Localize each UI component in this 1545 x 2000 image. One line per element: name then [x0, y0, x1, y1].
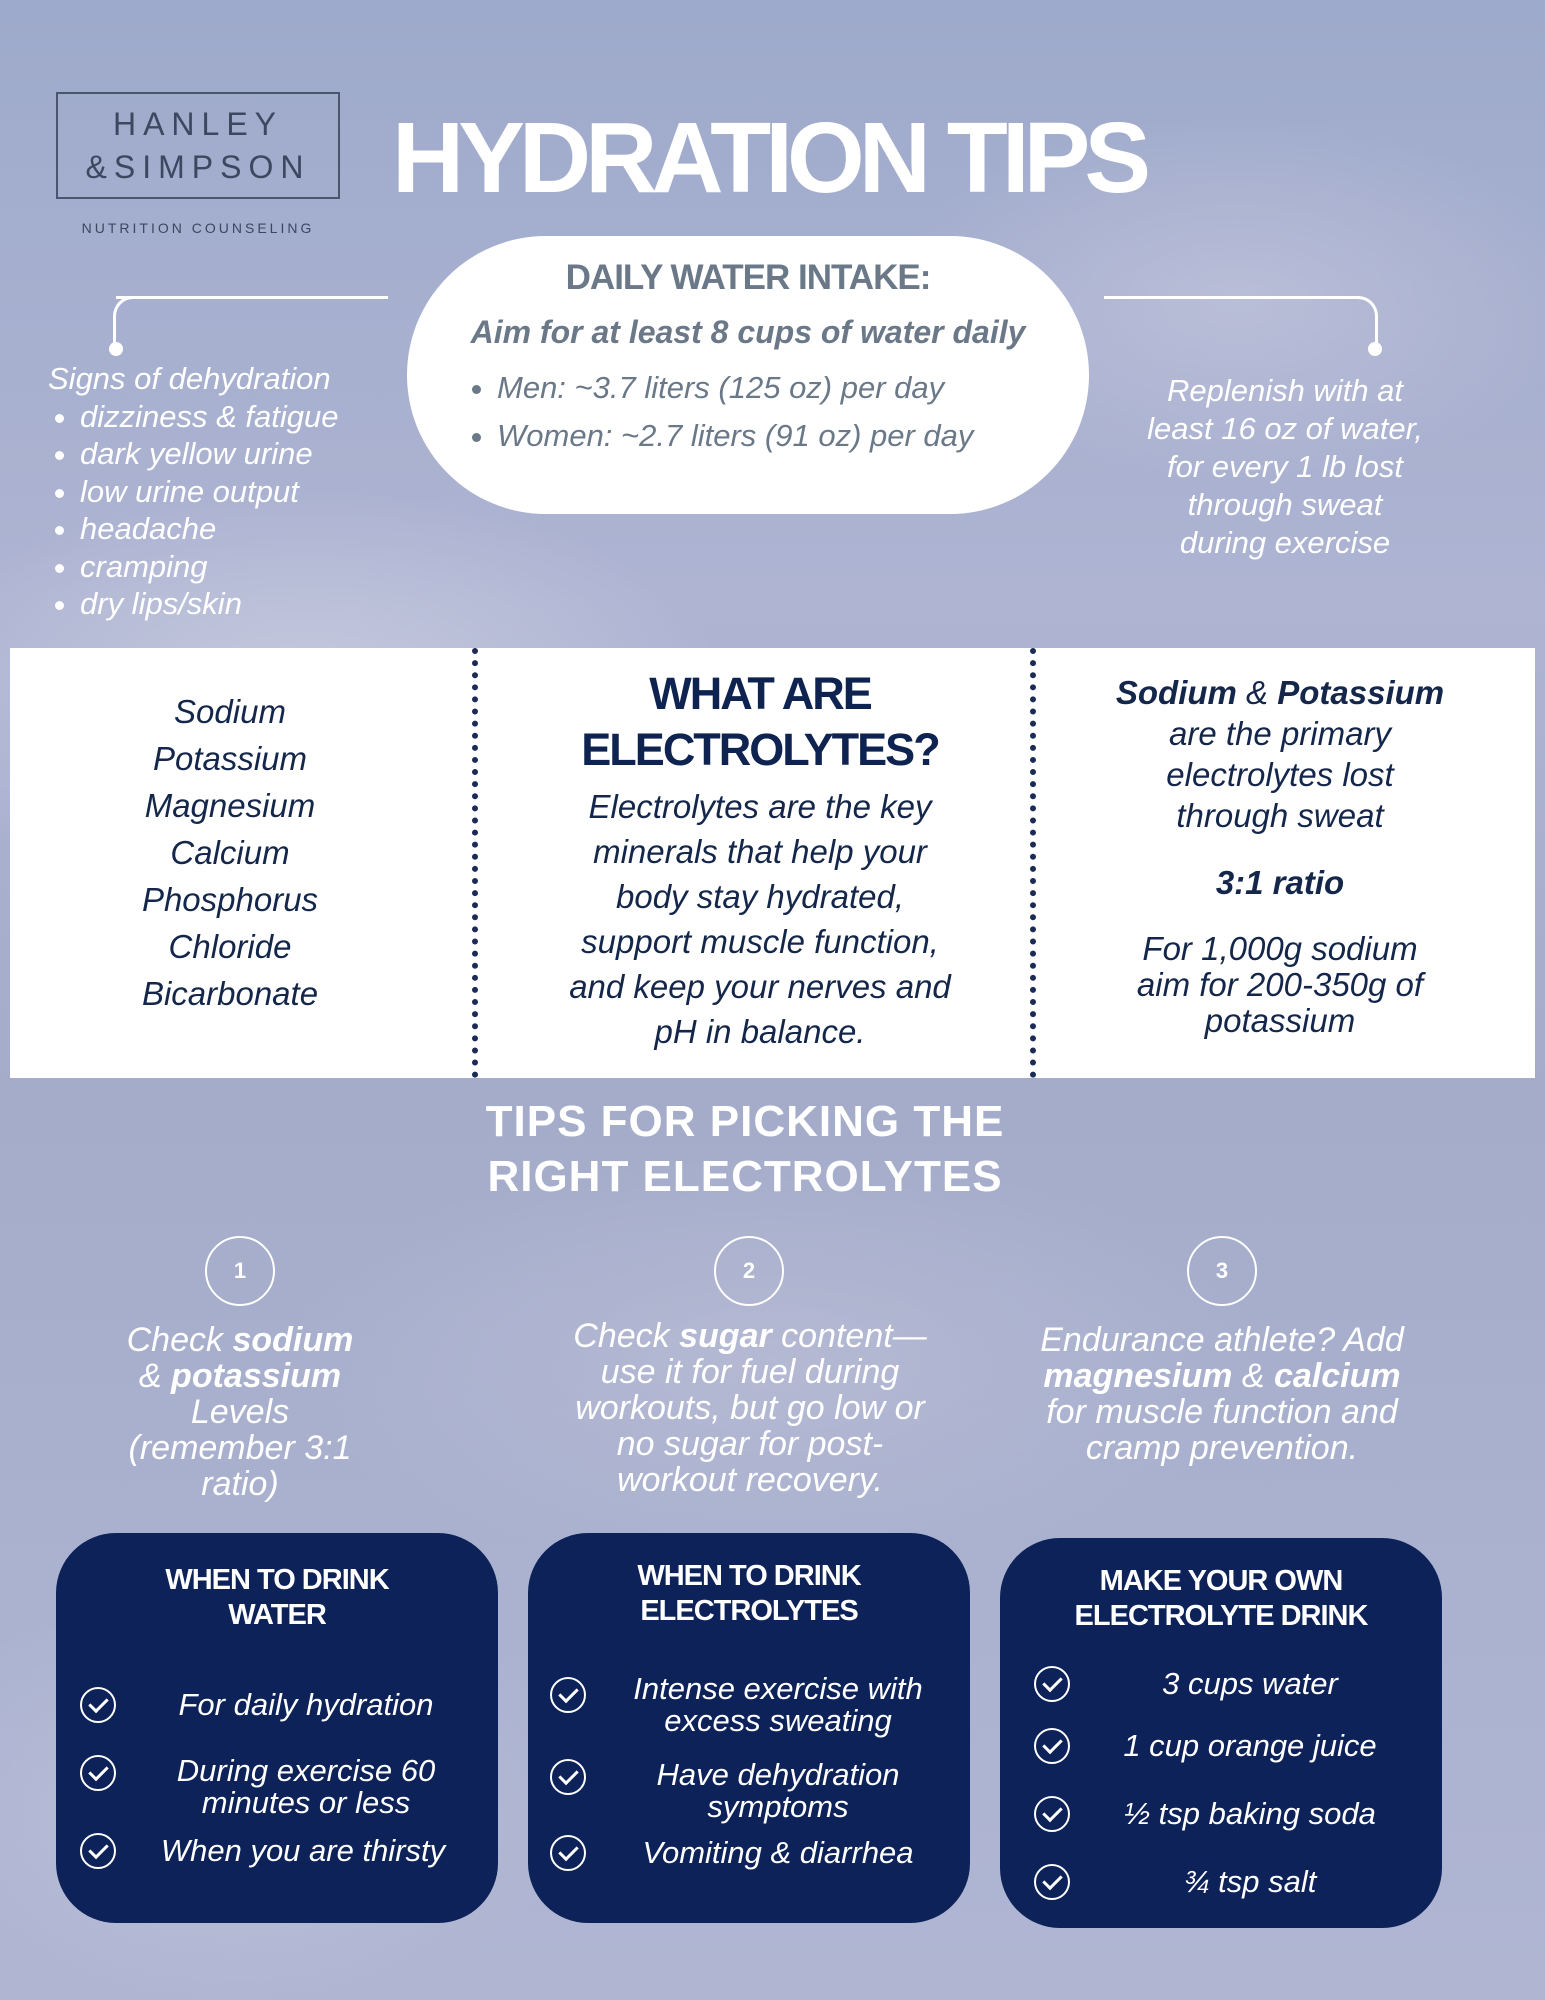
what-are-electrolytes — [490, 666, 1030, 1054]
tip-bold: magnesium — [1043, 1357, 1233, 1395]
card-item: Vomiting & diarrhea — [642, 1835, 914, 1870]
card-when-electrolytes — [528, 1533, 970, 1923]
dehydration-signs — [48, 360, 338, 623]
tip-text: Check — [573, 1317, 670, 1355]
tips-title-line-1: TIPS FOR PICKING THE — [485, 1097, 1005, 1146]
checkmark-icon — [550, 1677, 586, 1713]
tip-3 — [992, 1322, 1452, 1466]
tip-text: workouts, but go low or — [575, 1389, 925, 1427]
checkmark-icon — [80, 1755, 116, 1791]
tip-text: & — [1241, 1357, 1265, 1395]
electrolyte-item: Phosphorus — [141, 881, 319, 918]
card-item-line: During exercise 60 — [176, 1753, 436, 1788]
checkmark-icon — [1034, 1864, 1070, 1900]
recipe-item: ¾ tsp salt — [1183, 1864, 1317, 1899]
sign-item: • cramping — [80, 548, 338, 586]
tip-text: cramp prevention. — [1085, 1429, 1359, 1467]
tip-text: (remember 3:1 — [128, 1429, 352, 1467]
tip-bold: sodium — [232, 1321, 354, 1359]
card-title-line: WATER — [228, 1599, 326, 1631]
what-body-line: Electrolytes are the key — [588, 788, 932, 825]
right-connector-dot — [1368, 342, 1382, 356]
dotted-divider — [472, 648, 478, 1078]
card-item-line: Intense exercise with — [633, 1671, 923, 1706]
tip-text: ratio) — [201, 1465, 279, 1503]
ratio-line: For 1,000g sodium — [1142, 930, 1418, 967]
electrolyte-item: Bicarbonate — [141, 975, 319, 1012]
sign-item: • dizziness & fatigue — [80, 398, 338, 436]
card-title — [1000, 1564, 1442, 1634]
recipe-item: 3 cups water — [1162, 1666, 1338, 1701]
card-title-line: ELECTROLYTE DRINK — [1074, 1600, 1368, 1632]
what-body-line: minerals that help your — [593, 833, 927, 870]
replenish-line: least 16 oz of water, — [1147, 411, 1423, 446]
checkmark-icon — [80, 1833, 116, 1869]
card-item — [126, 1755, 486, 1819]
page-title: HYDRATION TIPS — [392, 102, 1146, 214]
card-item-line: excess sweating — [664, 1703, 892, 1738]
tips-title-line-2: RIGHT ELECTROLYTES — [487, 1152, 1003, 1201]
tip-bold: sugar — [679, 1317, 772, 1355]
tip-text: Endurance athlete? Add — [1040, 1321, 1404, 1359]
what-body-line: and keep your nerves and — [569, 968, 951, 1005]
what-body-line: pH in balance. — [654, 1013, 866, 1050]
what-body — [490, 784, 1030, 1054]
dotted-divider — [1030, 648, 1036, 1078]
card-item — [598, 1759, 958, 1823]
sodium-potassium-info — [1050, 672, 1510, 1039]
tip-2 — [530, 1318, 970, 1498]
replenish-line: Replenish with at — [1166, 373, 1404, 408]
intake-title: DAILY WATER INTAKE: — [565, 258, 931, 297]
checkmark-icon — [80, 1687, 116, 1723]
replenish-note — [1110, 372, 1460, 562]
card-title-line: MAKE YOUR OWN — [1099, 1565, 1343, 1597]
card-title-line: WHEN TO DRINK — [637, 1560, 861, 1592]
tip-bold: calcium — [1273, 1357, 1401, 1395]
intake-aim: Aim for at least 8 cups of water daily — [470, 314, 1026, 350]
tip-text: workout recovery. — [617, 1461, 883, 1499]
card-title-line: WHEN TO DRINK — [165, 1564, 389, 1596]
sign-item: • dry lips/skin — [80, 585, 338, 623]
primary-line: through sweat — [1176, 797, 1384, 834]
step-number-1: 1 — [205, 1236, 275, 1306]
step-number-3: 3 — [1187, 1236, 1257, 1306]
card-item-line: symptoms — [707, 1789, 849, 1824]
sign-item: • headache — [80, 510, 338, 548]
primary-line: electrolytes lost — [1166, 756, 1394, 793]
tip-text: Check — [126, 1321, 223, 1359]
checkmark-icon — [1034, 1728, 1070, 1764]
tip-text: for muscle function and — [1046, 1393, 1398, 1431]
signs-heading: Signs of dehydration — [48, 361, 331, 396]
tip-text: no sugar for post- — [616, 1425, 884, 1463]
electrolyte-list — [60, 688, 400, 1017]
what-title-line-2: ELECTROLYTES? — [581, 724, 939, 775]
card-when-water — [56, 1533, 498, 1923]
electrolyte-item: Sodium — [174, 693, 286, 730]
replenish-line: for every 1 lb lost — [1166, 449, 1404, 484]
checkmark-icon — [550, 1759, 586, 1795]
what-title-line-1: WHAT ARE — [649, 668, 871, 719]
electrolyte-item: Magnesium — [144, 787, 316, 824]
ratio-line: potassium — [1204, 1002, 1356, 1039]
electrolytes-band — [10, 648, 1535, 1078]
step-number-2: 2 — [714, 1236, 784, 1306]
primary-sodium: Sodium — [1115, 674, 1237, 711]
card-item-line: minutes or less — [201, 1785, 411, 1820]
electrolyte-item: Chloride — [168, 928, 292, 965]
signs-list — [48, 398, 338, 623]
electrolyte-item: Potassium — [152, 740, 308, 777]
primary-potassium: Potassium — [1277, 674, 1445, 711]
checkmark-icon — [550, 1835, 586, 1871]
card-make-your-own — [1000, 1538, 1442, 1928]
checkmark-icon — [1034, 1666, 1070, 1702]
card-title — [528, 1559, 970, 1629]
sign-item: • low urine output — [80, 473, 338, 511]
what-body-line: support muscle function, — [581, 923, 939, 960]
logo-subtitle: NUTRITION COUNSELING — [81, 220, 315, 236]
recipe-item: ½ tsp baking soda — [1124, 1796, 1376, 1831]
sign-item: • dark yellow urine — [80, 435, 338, 473]
card-item: When you are thirsty — [160, 1833, 446, 1868]
ratio-line: aim for 200-350g of — [1136, 966, 1424, 1003]
recipe-item: 1 cup orange juice — [1123, 1728, 1377, 1763]
tip-text: Levels — [190, 1393, 290, 1431]
logo-line-hanley: HANLEY — [112, 106, 284, 142]
brand-logo — [56, 92, 340, 199]
left-connector-line — [116, 296, 388, 299]
primary-line: are the primary — [1169, 715, 1391, 752]
tip-text: & — [138, 1357, 162, 1395]
primary-heading — [1050, 672, 1510, 713]
tip-text: use it for fuel during — [600, 1353, 900, 1391]
checkmark-icon — [1034, 1796, 1070, 1832]
logo-line-simpson: &SIMPSON — [85, 149, 311, 185]
card-title — [56, 1563, 498, 1633]
tip-1 — [90, 1322, 390, 1502]
tip-text: content— — [781, 1317, 927, 1355]
card-item-line: Have dehydration — [656, 1757, 900, 1792]
tip-bold: potassium — [171, 1357, 342, 1395]
replenish-line: during exercise — [1179, 525, 1391, 560]
card-item: For daily hydration — [178, 1687, 434, 1722]
intake-item-women: • Women: ~2.7 liters (91 oz) per day — [497, 412, 973, 460]
intake-list — [467, 364, 973, 460]
ratio-body — [1050, 931, 1510, 1039]
left-connector-dot — [109, 342, 123, 356]
card-item — [598, 1673, 958, 1737]
primary-amp: & — [1246, 674, 1269, 711]
card-title-line: ELECTROLYTES — [640, 1595, 858, 1627]
ratio-label: 3:1 ratio — [1215, 864, 1345, 901]
what-body-line: body stay hydrated, — [615, 878, 904, 915]
intake-item-men: • Men: ~3.7 liters (125 oz) per day — [497, 364, 973, 412]
replenish-line: through sweat — [1187, 487, 1383, 522]
electrolyte-item: Calcium — [170, 834, 290, 871]
right-connector-line — [1104, 296, 1360, 299]
tips-section-title — [0, 1094, 1490, 1204]
daily-intake-panel — [407, 236, 1089, 514]
